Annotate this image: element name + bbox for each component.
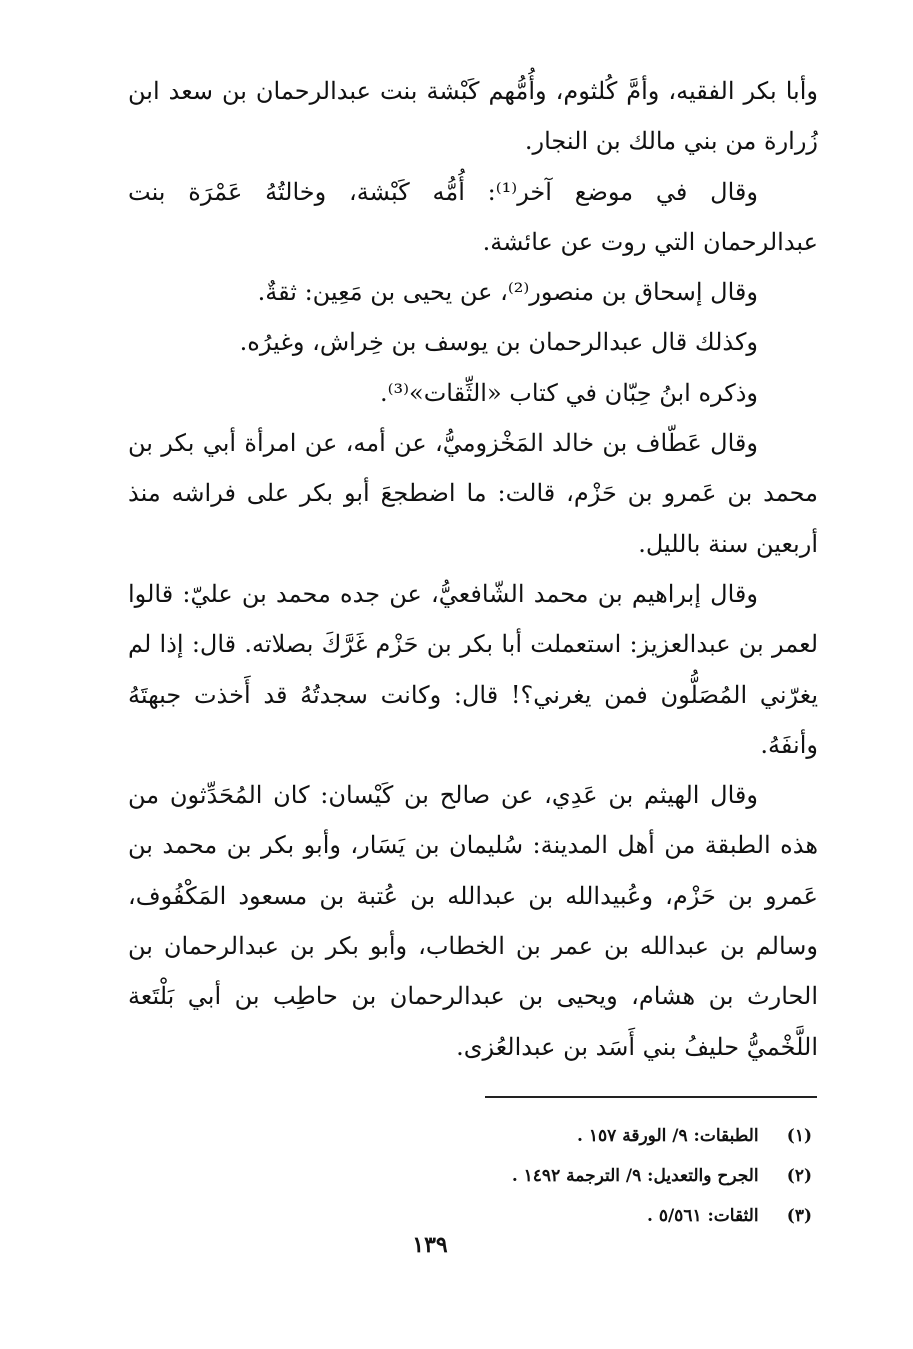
paragraph-6: وقال عَطّاف بن خالد المَخْزوميُّ، عن أمه، عن امرأة أبي بكر بن محمد بن عَمرو بن حَزْم، قالت: ما اضطجعَ أبو بكر على فراشه منذ أربعين سنة بالليل. xyxy=(128,429,818,558)
paragraph-2: وقال في موضع آخر⁽¹⁾: أُمُّه كَبْشة، وخالتُهُ عَمْرَة بنت عبدالرحمان التي روت عن عائشة. xyxy=(128,177,818,256)
paragraph-4: وكذلك قال عبدالرحمان بن يوسف بن خِراش، وغيرُه. xyxy=(239,328,758,357)
paragraph-3: وقال إسحاق بن منصور⁽²⁾، عن يحيى بن مَعِين: ثقةٌ. xyxy=(257,278,758,307)
footnotes xyxy=(360,1116,812,1236)
paragraph-5: وذكره ابنُ حِبّان في كتاب «الثِّقات»⁽³⁾. xyxy=(379,378,758,407)
page-number: ١٣٩ xyxy=(412,1232,448,1258)
paragraph-8: وقال الهيثم بن عَدِي، عن صالح بن كَيْسان: كان المُحَدِّثون من هذه الطبقة من أهل المدينة: سُليمان بن يَسَار، وأبو بكر بن محمد بن عَمرو بن حَزْم، وعُبيدالله بن عبدالله بن عُتبة بن مسعود المَكْفُوف، وسالم بن عبدالله بن عمر بن الخطاب، وأبو بكر بن عبدالرحمان بن الحارث بن هشام، ويحيى بن عبدالرحمان بن حاطِب بن أبي بَلْتَعة اللَّخْميُّ حليفُ بني أَسَد بن عبدالعُزى. xyxy=(128,781,818,1061)
footnote-text: الجرح والتعديل: ٩/ الترجمة ١٤٩٢ . xyxy=(511,1166,759,1186)
footnote-1 xyxy=(360,1116,812,1156)
paragraph-7: وقال إبراهيم بن محمد الشّافعيُّ، عن جده محمد بن عليّ: قالوا لعمر بن عبدالعزيز: استعملت أبا بكر بن حَزْم غَرَّكَ بصلاته. قال: إذا لم يغرّني المُصَلُّون فمن يغرني؟! قال: وكانت سجدتُهُ قد أَخذت جبهتَهُ وأنفَهُ. xyxy=(128,579,818,759)
footnote-divider xyxy=(485,1096,817,1098)
footnote-text: الطبقات: ٩/ الورقة ١٥٧ . xyxy=(577,1126,759,1146)
footnote-number: (٣) xyxy=(786,1206,812,1226)
footnote-2 xyxy=(360,1156,812,1196)
footnote-3 xyxy=(360,1196,812,1236)
footnote-text: الثقات: ٥/٥٦١ . xyxy=(647,1206,759,1226)
footnote-number: (١) xyxy=(786,1126,812,1146)
footnote-number: (٢) xyxy=(786,1166,812,1186)
main-text xyxy=(128,66,818,1072)
paragraph-1: وأبا بكر الفقيه، وأمَّ كُلثوم، وأُمُّهم كَبْشة بنت عبدالرحمان بن سعد ابن زُرارة من بني مالك بن النجار. xyxy=(128,77,818,156)
